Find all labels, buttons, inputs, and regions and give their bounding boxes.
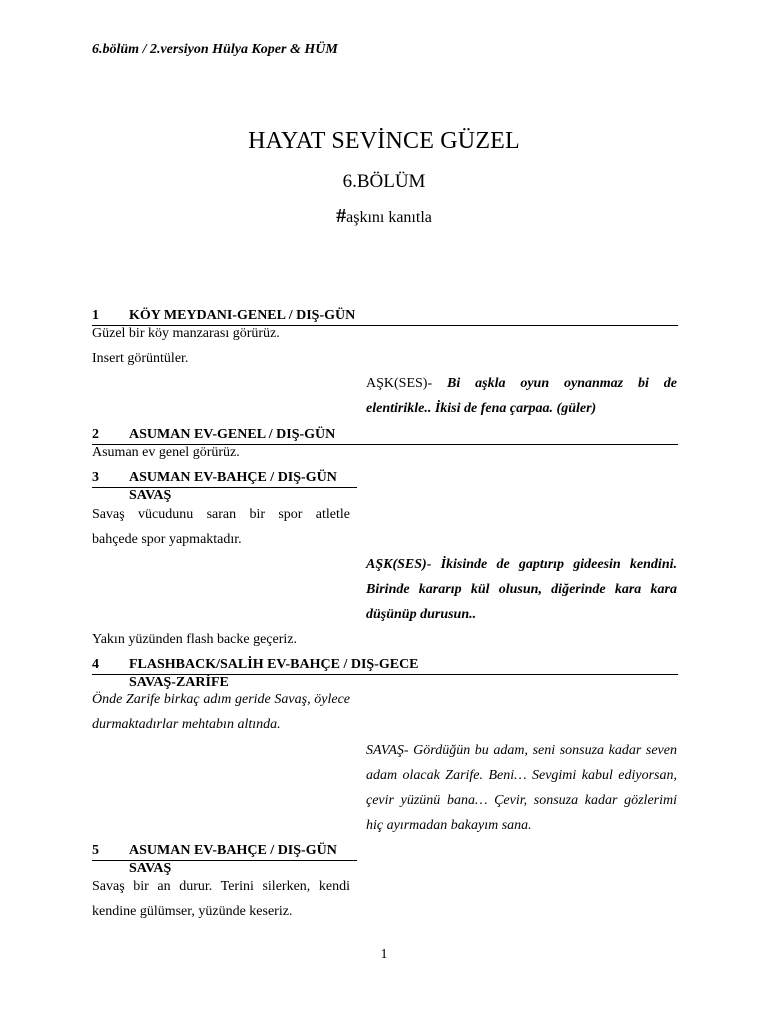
dialogue-speaker: AŞK(SES)- [366, 376, 433, 391]
scene-number: 3 [92, 470, 99, 485]
action-line: Yakın yüzünden flash backe geçeriz. [92, 632, 298, 647]
scene-heading-3 [92, 469, 357, 488]
scene-heading-5 [92, 842, 357, 861]
action-line: Güzel bir köy manzarası görürüz. [92, 326, 280, 341]
scene-heading-text: ASUMAN EV-BAHÇE / DIŞ-GÜN [129, 843, 337, 858]
scene-heading-text: ASUMAN EV-BAHÇE / DIŞ-GÜN [129, 470, 337, 485]
hashtag-line [0, 205, 768, 228]
page-number: 1 [380, 947, 388, 962]
document-title: HAYAT SEVİNCE GÜZEL [248, 128, 520, 154]
scene-heading-text: FLASHBACK/SALİH EV-BAHÇE / DIŞ-GECE [129, 657, 419, 672]
scene-number: 1 [92, 308, 99, 323]
dialogue-block: AŞK(SES)- İkisinde de gaptırıp gideesin kendini. Birinde kararıp kül olusun, diğerinde kara kara düşünüp durusun.. [366, 557, 677, 622]
action-line: Savaş bir an durur. Terini silerken, kendi kendine gülümser, yüzünde keseriz. [92, 879, 350, 919]
dialogue-block [366, 371, 677, 421]
hash-symbol: # [336, 205, 347, 227]
scene-heading-text: KÖY MEYDANI-GENEL / DIŞ-GÜN [129, 308, 356, 323]
scene-heading-4 [92, 656, 678, 675]
scene-number: 2 [92, 427, 99, 442]
running-header: 6.bölüm / 2.versiyon Hülya Koper & HÜM [92, 42, 338, 57]
dialogue-text: Bi aşkla oyun oynanmaz bi de elentirikle.. İkisi de fena çarpaa. (güler) [366, 376, 677, 416]
scene-heading-text: ASUMAN EV-GENEL / DIŞ-GÜN [129, 427, 336, 442]
hashtag-text: aşkını kanıtla [346, 209, 432, 226]
action-line: Insert görüntüler. [92, 351, 189, 366]
action-line: Önde Zarife birkaç adım geride Savaş, öylece durmaktadırlar mehtabın altında. [92, 692, 350, 732]
scene-number: 4 [92, 657, 99, 672]
action-line: Savaş vücudunu saran bir spor atletle bahçede spor yapmaktadır. [92, 507, 350, 547]
episode-label: 6.BÖLÜM [342, 171, 426, 192]
action-line: Asuman ev genel görürüz. [92, 445, 240, 460]
scene-characters: SAVAŞ-ZARİFE [129, 675, 229, 690]
scene-characters: SAVAŞ [129, 488, 172, 503]
dialogue-block: SAVAŞ- Gördüğün bu adam, seni sonsuza kadar seven adam olacak Zarife. Beni… Sevgimi kabul ediyorsan, çevir yüzünü bana… Çevir, sonsuza kadar gözlerimi hiç ayırmadan bakayım sana. [366, 743, 677, 833]
scene-characters: SAVAŞ [129, 861, 172, 876]
scene-number: 5 [92, 843, 99, 858]
